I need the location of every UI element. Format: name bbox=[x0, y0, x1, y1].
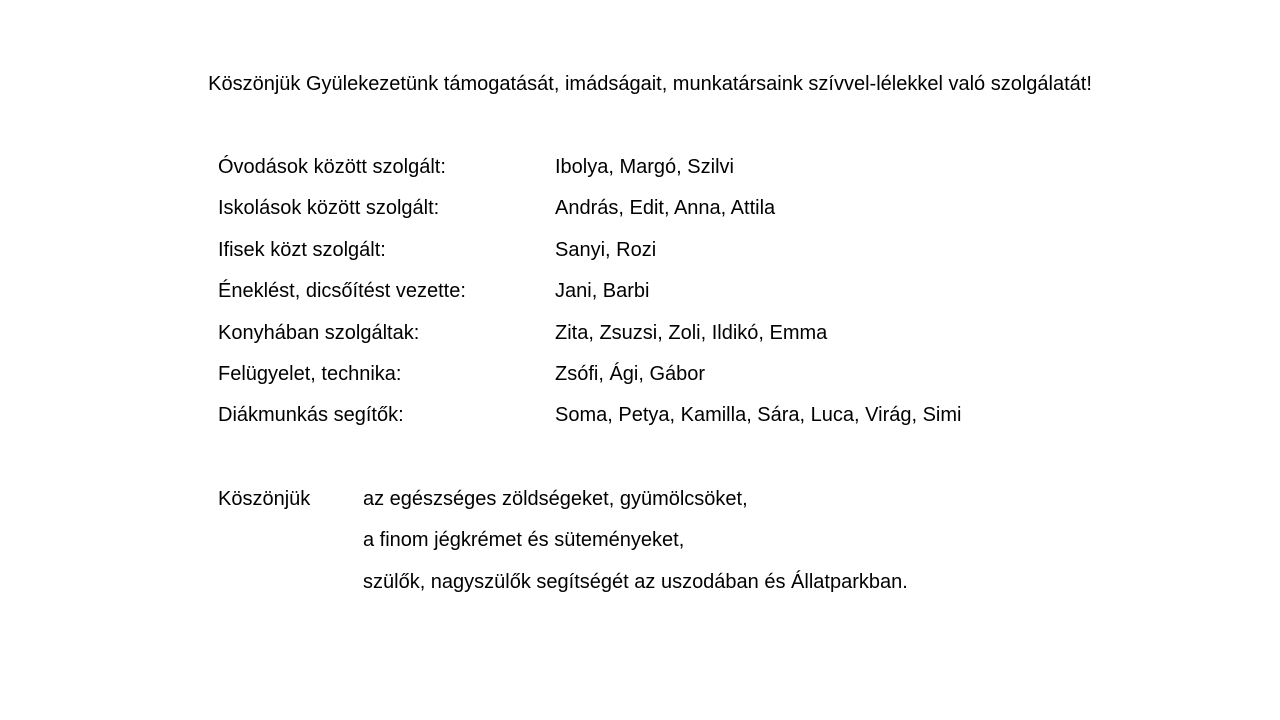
role-names: Zita, Zsuzsi, Zoli, Ildikó, Emma bbox=[555, 321, 828, 344]
role-names: Sanyi, Rozi bbox=[555, 238, 657, 261]
thanks-lines bbox=[363, 485, 908, 609]
role-names: Soma, Petya, Kamilla, Sára, Luca, Virág, Simi bbox=[555, 404, 962, 427]
thanks-line: szülők, nagyszülők segítségét az uszodában és Állatparkban. bbox=[363, 570, 908, 593]
role-names: Zsófi, Ági, Gábor bbox=[555, 362, 706, 385]
role-names: András, Edit, Anna, Attila bbox=[555, 197, 776, 220]
thanks-line: az egészséges zöldségeket, gyümölcsöket, bbox=[363, 488, 748, 510]
role-label: Konyhában szolgáltak: bbox=[218, 321, 420, 344]
role-label: Ifisek közt szolgált: bbox=[218, 238, 386, 261]
thanks-label: Köszönjük bbox=[218, 488, 311, 510]
slide-title: Köszönjük Gyülekezetünk támogatását, imádságait, munkatársaink szívvel-lélekkel való szolgálatát! bbox=[208, 73, 1092, 95]
role-label: Diákmunkás segítők: bbox=[218, 404, 404, 427]
role-names: Ibolya, Margó, Szilvi bbox=[555, 156, 734, 178]
role-label: Iskolások között szolgált: bbox=[218, 197, 440, 220]
thanks-line: a finom jégkrémet és süteményeket, bbox=[363, 529, 685, 552]
role-label: Óvodások között szolgált: bbox=[218, 156, 446, 178]
role-label: Felügyelet, technika: bbox=[218, 362, 402, 385]
role-label: Éneklést, dicsőítést vezette: bbox=[218, 280, 466, 303]
role-names: Jani, Barbi bbox=[555, 280, 650, 303]
